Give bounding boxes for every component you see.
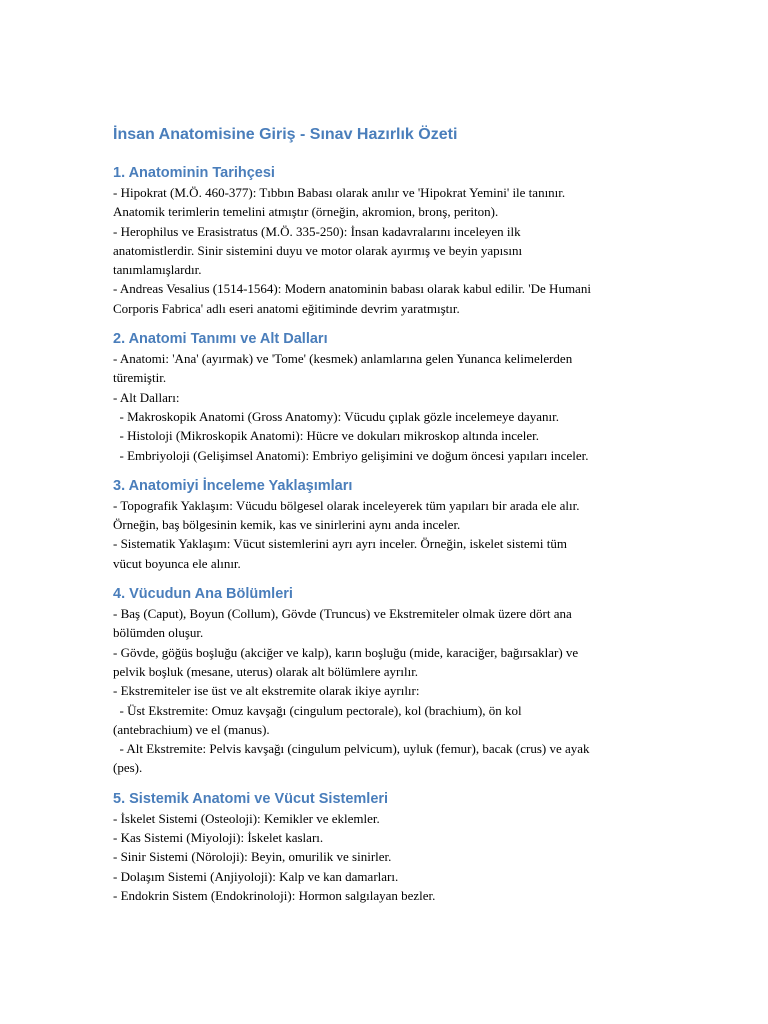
paragraph-line: vücut boyunca ele alınır. [113, 555, 241, 571]
paragraph-line: - Üst Ekstremite: Omuz kavşağı (cingulum pectorale), kol (brachium), ön kol [113, 702, 522, 718]
paragraph-line: - Anatomi: 'Ana' (ayırmak) ve 'Tome' (kesmek) anlamlarına gelen Yunanca kelimelerden [113, 351, 573, 367]
paragraph-line: - Alt Ekstremite: Pelvis kavşağı (cingulum pelvicum), uyluk (femur), bacak (crus) ve ayak [113, 741, 590, 757]
paragraph-line: anatomistlerdir. Sinir sistemini duyu ve motor olarak ayırmış ve beyin yapısını [113, 242, 523, 258]
paragraph-line: pelvik boşluk (mesane, uterus) olarak alt bölümlere ayrılır. [113, 663, 419, 679]
paragraph-line: - Topografik Yaklaşım: Vücudu bölgesel olarak inceleyerek tüm yapıları bir arada ele alır. [113, 497, 580, 513]
section-definition [113, 329, 658, 465]
paragraph-line: - Histoloji (Mikroskopik Anatomi): Hücre ve dokuları mikroskop altında inceler. [113, 428, 540, 444]
paragraph-line: - Baş (Caput), Boyun (Collum), Gövde (Truncus) ve Ekstremiteler olmak üzere dört ana [113, 606, 572, 622]
paragraph-line: bölümden oluşur. [113, 625, 204, 641]
paragraph-line: - Kas Sistemi (Miyoloji): İskelet kasları. [113, 830, 324, 846]
paragraph-line: tanımlamışlardır. [113, 262, 202, 278]
paragraph-line: Corporis Fabrica' adlı eseri anatomi eğitiminde devrim yaratmıştır. [113, 300, 460, 316]
document-page [113, 124, 658, 905]
paragraph-line: - Gövde, göğüs boşluğu (akciğer ve kalp), karın boşluğu (mide, karaciğer, bağırsaklar) ve [113, 644, 579, 660]
paragraph-line: - Makroskopik Anatomi (Gross Anatomy): Vücudu çıplak gözle incelemeye dayanır. [113, 408, 559, 424]
paragraph-line: - Dolaşım Sistemi (Anjiyoloji): Kalp ve kan damarları. [113, 868, 399, 884]
paragraph-line: - İskelet Sistemi (Osteoloji): Kemikler ve eklemler. [113, 810, 380, 826]
paragraph-line: - Herophilus ve Erasistratus (M.Ö. 335-250): İnsan kadavralarını inceleyen ilk [113, 223, 521, 239]
paragraph-line: - Endokrin Sistem (Endokrinoloji): Hormon salgılayan bezler. [113, 887, 436, 903]
paragraph-line: - Alt Dalları: [113, 389, 180, 405]
section-approaches [113, 476, 658, 573]
section-body-parts [113, 584, 658, 778]
section-heading: 4. Vücudun Ana Bölümleri [113, 586, 293, 603]
paragraph-line: - Sistematik Yaklaşım: Vücut sistemlerini ayrı ayrı inceler. Örneğin, iskelet sistemi tüm [113, 536, 567, 552]
paragraph-line: türemiştir. [113, 370, 167, 386]
paragraph-line: - Ekstremiteler ise üst ve alt ekstremite olarak ikiye ayrılır: [113, 683, 420, 699]
paragraph-line: (antebrachium) ve el (manus). [113, 721, 270, 737]
paragraph-line: - Hipokrat (M.Ö. 460-377): Tıbbın Babası olarak anılır ve 'Hipokrat Yemini' ile tanınır. [113, 185, 566, 200]
section-systems [113, 789, 658, 905]
paragraph-line: (pes). [113, 760, 143, 776]
section-heading: 3. Anatomiyi İnceleme Yaklaşımları [113, 477, 353, 494]
paragraph-line: - Sinir Sistemi (Nöroloji): Beyin, omurilik ve sinirler. [113, 849, 392, 865]
section-heading: 1. Anatominin Tarihçesi [113, 165, 275, 181]
paragraph-line: - Embriyoloji (Gelişimsel Anatomi): Embriyo gelişimini ve doğum öncesi yapıları inceler. [113, 447, 589, 463]
section-heading: 2. Anatomi Tanımı ve Alt Dalları [113, 331, 328, 348]
paragraph-line: Örneğin, baş bölgesinin kemik, kas ve sinirlerini aynı anda inceler. [113, 517, 461, 533]
document-title: İnsan Anatomisine Giriş - Sınav Hazırlık Özeti [113, 126, 458, 143]
paragraph-line: Anatomik terimlerin temelini atmıştır (örneğin, akromion, bronş, periton). [113, 204, 499, 220]
section-heading: 5. Sistemik Anatomi ve Vücut Sistemleri [113, 790, 389, 807]
section-history [113, 163, 658, 318]
paragraph-line: - Andreas Vesalius (1514-1564): Modern anatominin babası olarak kabul edilir. 'De Humani [113, 281, 591, 297]
